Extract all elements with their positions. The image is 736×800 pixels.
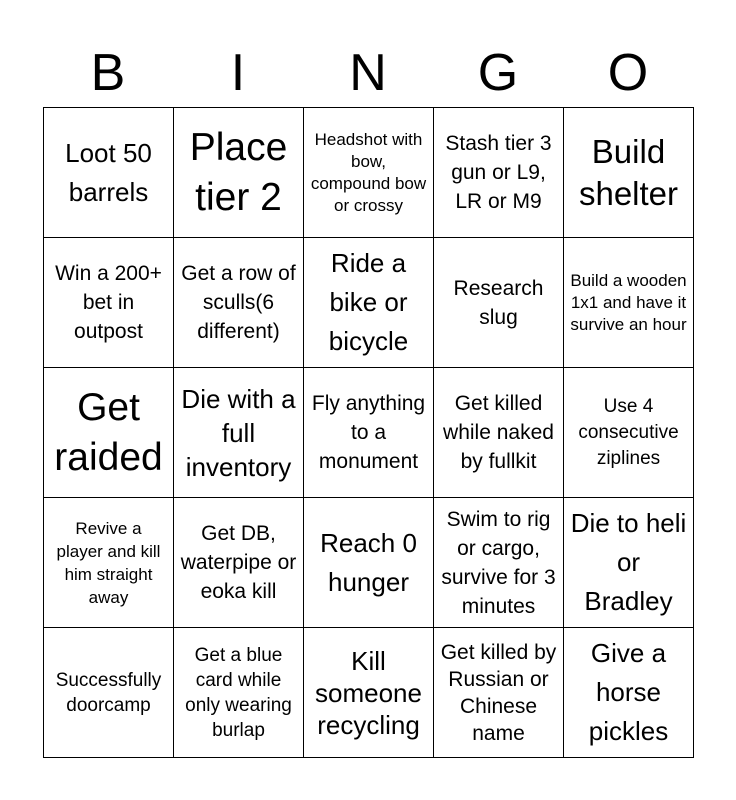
bingo-cell-r4c3[interactable]: [304, 498, 434, 628]
bingo-cell-r4c4[interactable]: [434, 498, 564, 628]
bingo-cell-r4c1[interactable]: [44, 498, 174, 628]
cell-text: Loot 50 barrels: [65, 137, 152, 207]
bingo-header: [43, 38, 693, 108]
bingo-cell-r1c4[interactable]: [434, 108, 564, 238]
cell-text: Die to heli or Bradley: [570, 508, 687, 616]
header-letter-b: B: [90, 44, 126, 102]
bingo-cell-r1c2[interactable]: [174, 108, 304, 238]
cell-text: Kill someone recycling: [315, 645, 422, 740]
bingo-cell-r5c4[interactable]: [434, 628, 564, 758]
cell-text: Get killed while naked by fullkit: [443, 392, 554, 473]
bingo-cell-r3c4[interactable]: [434, 368, 564, 498]
cell-text: Headshot with bow, compound bow or crossy: [310, 129, 427, 215]
bingo-cell-r5c5[interactable]: [564, 628, 694, 758]
bingo-cell-r3c1[interactable]: [44, 368, 174, 498]
cell-text: Get a blue card while only wearing burlap: [185, 644, 292, 741]
bingo-cell-r5c2[interactable]: [174, 628, 304, 758]
bingo-cell-r3c3[interactable]: [304, 368, 434, 498]
bingo-cell-r5c1[interactable]: [44, 628, 174, 758]
bingo-cell-r2c1[interactable]: [44, 238, 174, 368]
header-letter-g: G: [477, 44, 519, 102]
cell-text: Place tier 2: [189, 125, 288, 219]
bingo-cell-r4c5[interactable]: [564, 498, 694, 628]
cell-text: Win a 200+ bet in outpost: [55, 262, 162, 343]
cell-text: Reach 0 hunger: [320, 527, 417, 597]
bingo-cell-r3c5[interactable]: [564, 368, 694, 498]
cell-text: Research slug: [453, 276, 544, 329]
bingo-cell-r2c3[interactable]: [304, 238, 434, 368]
cell-text: Revive a player and kill him straight away: [56, 518, 161, 607]
bingo-grid: [43, 107, 694, 758]
cell-text: Successfully doorcamp: [55, 669, 162, 716]
bingo-cell-r3c2[interactable]: [174, 368, 304, 498]
bingo-cell-r4c2[interactable]: [174, 498, 304, 628]
cell-text: Build shelter: [578, 132, 679, 212]
bingo-cell-r1c1[interactable]: [44, 108, 174, 238]
cell-text: Get killed by Russian or Chinese name: [440, 640, 557, 745]
cell-text: Stash tier 3 gun or L9, LR or M9: [445, 132, 552, 213]
header-letter-i: I: [230, 44, 246, 102]
bingo-cell-r1c5[interactable]: [564, 108, 694, 238]
bingo-cell-r1c3[interactable]: [304, 108, 434, 238]
bingo-cell-r2c4[interactable]: [434, 238, 564, 368]
cell-text: Get raided: [54, 385, 163, 479]
cell-text: Get a row of sculls(6 different): [181, 262, 296, 343]
bingo-cell-r2c5[interactable]: [564, 238, 694, 368]
cell-text: Swim to rig or cargo, survive for 3 minutes: [441, 507, 556, 618]
cell-text: Build a wooden 1x1 and have it survive an hour: [570, 270, 687, 334]
header-letter-n: N: [349, 44, 387, 102]
cell-text: Ride a bike or bicycle: [328, 248, 409, 356]
cell-text: Use 4 consecutive ziplines: [578, 395, 679, 469]
cell-text: Get DB, waterpipe or eoka kill: [180, 522, 297, 603]
cell-text: Give a horse pickles: [588, 638, 669, 746]
cell-text: Die with a full inventory: [181, 383, 296, 482]
bingo-cell-r5c3[interactable]: [304, 628, 434, 758]
header-letter-o: O: [607, 44, 649, 102]
cell-text: Fly anything to a monument: [311, 392, 426, 473]
bingo-cell-r2c2[interactable]: [174, 238, 304, 368]
